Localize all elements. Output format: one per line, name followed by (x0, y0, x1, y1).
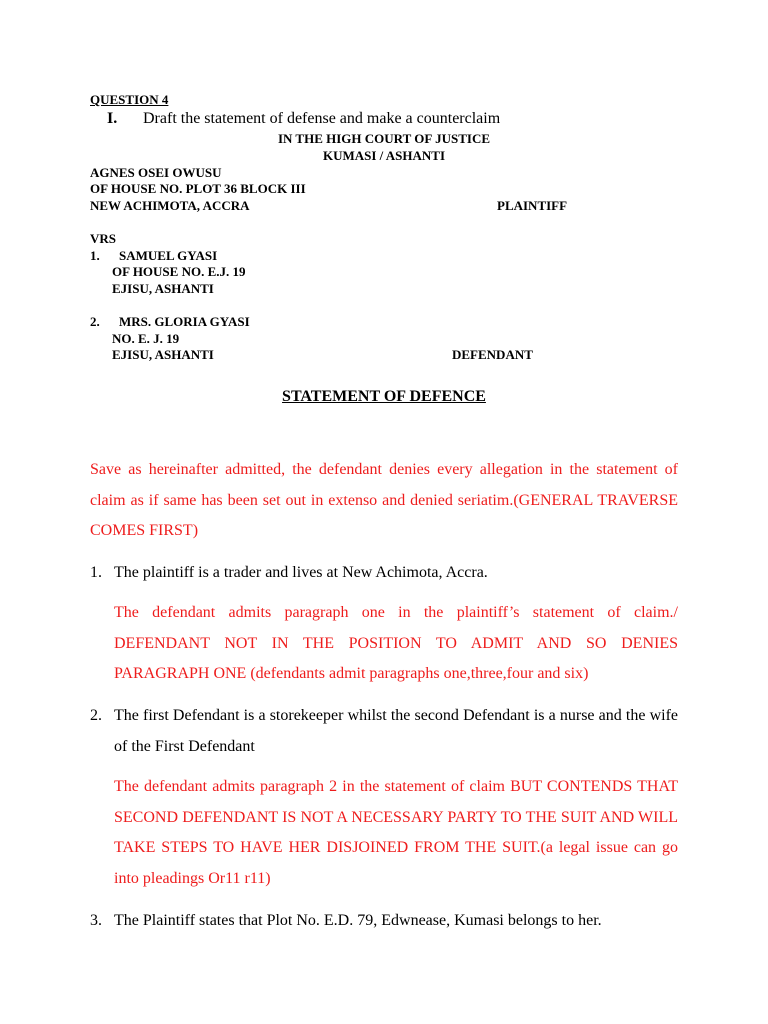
defence-response-1: The defendant admits paragraph one in the plaintiff’s statement of claim./ DEFENDANT NOT IN THE POSITION TO ADMIT AND SO DENIES PARAGRAPH ONE (defendants admit paragraphs one,three,four and six) (114, 604, 678, 682)
defendant-2-address-line-1: NO. E. J. 19 (112, 331, 180, 346)
question-title: QUESTION 4 (90, 92, 169, 107)
defendant-1-number: 1. (90, 248, 100, 263)
defendant-2-number: 2. (90, 314, 100, 329)
claim-paragraph-2 (90, 701, 678, 762)
versus-label: VRS (90, 231, 117, 246)
statement-heading: STATEMENT OF DEFENCE (282, 388, 486, 405)
claim-paragraph-3 (90, 906, 678, 937)
question-roman-numeral: I. (107, 110, 118, 127)
defendant-1-address-line-2: EJISU, ASHANTI (112, 281, 214, 296)
defendant-2-name: MRS. GLORIA GYASI (119, 314, 250, 329)
plaintiff-address-line-1: OF HOUSE NO. PLOT 36 BLOCK III (90, 181, 306, 196)
plaintiff-label: PLAINTIFF (497, 198, 568, 213)
claim-paragraph-text: The plaintiff is a trader and lives at New Achimota, Accra. (114, 564, 488, 581)
defendant-1-name: SAMUEL GYASI (119, 248, 218, 263)
defendant-1-address-line-1: OF HOUSE NO. E.J. 19 (112, 264, 246, 279)
defence-response-2: The defendant admits paragraph 2 in the statement of claim BUT CONTENDS THAT SECOND DEFENDANT IS NOT A NECESSARY PARTY TO THE SUIT AND WILL TAKE STEPS TO HAVE HER DISJOINED FROM THE SUIT.(a legal issue can go into pleadings Or11 r11) (114, 778, 678, 887)
defendant-2-address-line-2: EJISU, ASHANTI (112, 347, 214, 362)
claim-paragraph-1 (90, 558, 678, 589)
claim-paragraph-text: The Plaintiff states that Plot No. E.D. 79, Edwnease, Kumasi belongs to her. (114, 912, 602, 929)
court-location: KUMASI / ASHANTI (322, 148, 446, 163)
question-instruction: Draft the statement of defense and make a counterclaim (143, 110, 501, 127)
claim-paragraph-number: 3. (90, 912, 102, 929)
court-name: IN THE HIGH COURT OF JUSTICE (277, 131, 491, 146)
plaintiff-name: AGNES OSEI OWUSU (90, 165, 222, 180)
defendant-label: DEFENDANT (452, 347, 533, 362)
general-traverse-paragraph: Save as hereinafter admitted, the defendant denies every allegation in the statement of claim as if same has been set out in extenso and denied seriatim.(GENERAL TRAVERSE COMES FIRST) (90, 461, 678, 539)
claim-paragraph-number: 1. (90, 564, 102, 581)
plaintiff-address-line-2: NEW ACHIMOTA, ACCRA (90, 198, 250, 213)
claim-paragraph-number: 2. (90, 707, 102, 724)
claim-paragraph-text: The first Defendant is a storekeeper whilst the second Defendant is a nurse and the wife of the First Defendant (114, 707, 678, 755)
